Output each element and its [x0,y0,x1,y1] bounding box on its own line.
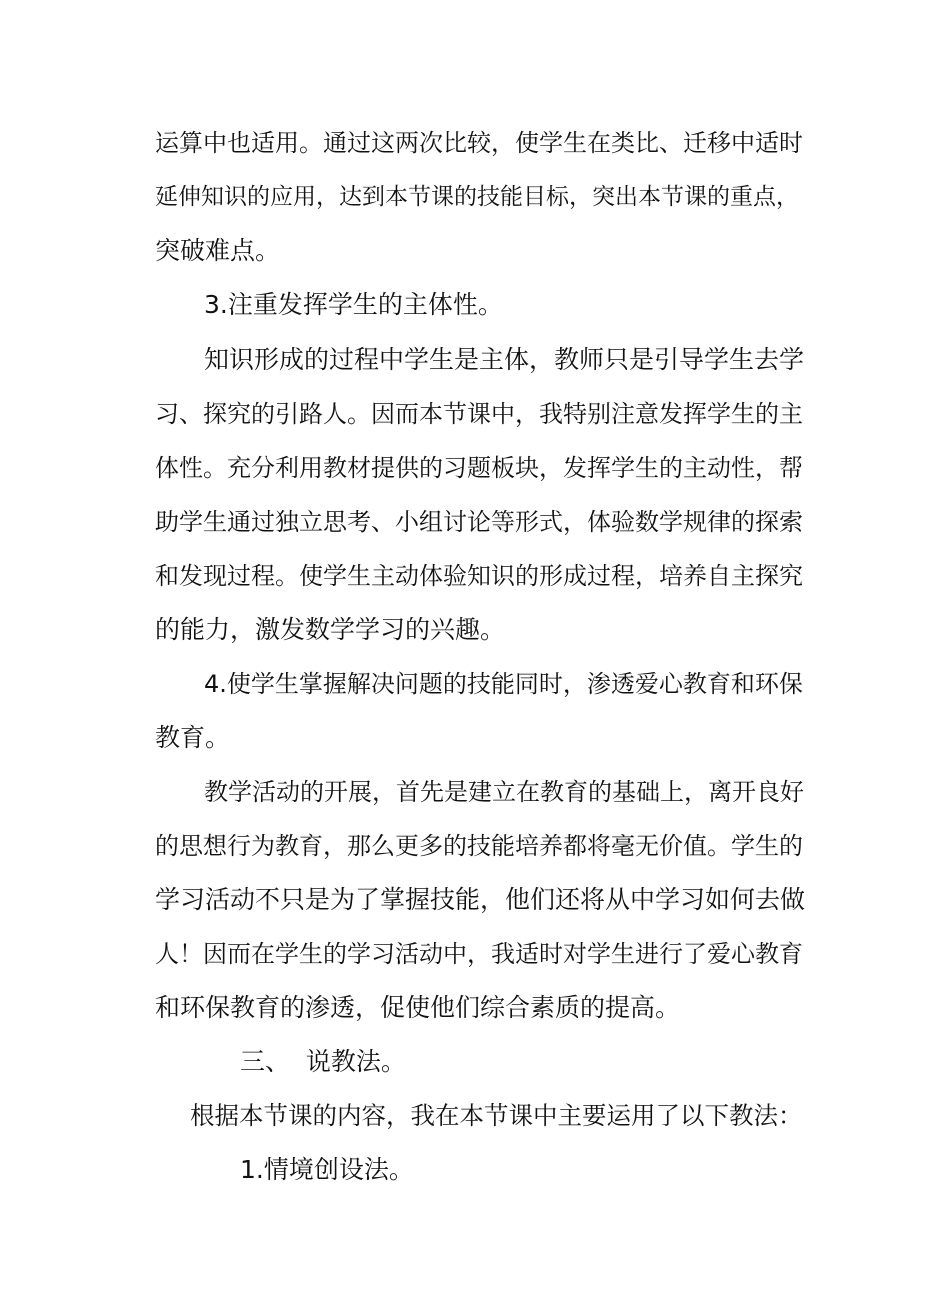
section-heading-4-cont: 教育。 [155,723,231,752]
paragraph-line: 学习活动不只是为了掌握技能，他们还将从中学习如何去做 [155,885,806,914]
paragraph-line: 的能力，激发数学学习的兴趣。 [155,615,506,644]
paragraph-line: 延伸知识的应用，达到本节课的技能目标，突出本节课的重点， [155,184,799,210]
paragraph-line: 运算中也适用。通过这两次比较，使学生在类比、迁移中适时 [155,129,803,157]
section-heading-three: 三、 说教法。 [240,1047,406,1076]
paragraph-line: 知识形成的过程中学生是主体，教师只是引导学生去学 [204,345,805,374]
paragraph-line: 和环保教育的渗透，促使他们综合素质的提高。 [155,993,681,1022]
paragraph-line: 根据本节课的内容，我在本节课中主要运用了以下教法： [190,1101,803,1130]
paragraph-line: 和发现过程。使学生主动体验知识的形成过程，培养自主探究 [155,562,803,590]
paragraph-line: 教学活动的开展，首先是建立在教育的基础上，离开良好 [204,778,804,806]
section-heading-4: 4.使学生掌握解决问题的技能同时，渗透爱心教育和环保 [204,670,803,698]
section-heading-3: 3.注重发挥学生的主体性。 [204,290,503,319]
subsection-heading-1: 1.情境创设法。 [240,1155,414,1184]
paragraph-line: 突破难点。 [155,236,281,265]
paragraph-line: 的思想行为教育，那么更多的技能培养都将毫无价值。学生的 [155,832,803,860]
paragraph-line: 人！因而在学生的学习活动中，我适时对学生进行了爱心教育 [155,940,803,968]
paragraph-line: 习、探究的引路人。因而本节课中，我特别注意发挥学生的主 [155,400,803,428]
paragraph-line: 助学生通过独立思考、小组讨论等形式，体验数学规律的探索 [155,508,803,536]
paragraph-line: 体性。充分利用教材提供的习题板块，发挥学生的主动性，帮 [155,454,803,482]
